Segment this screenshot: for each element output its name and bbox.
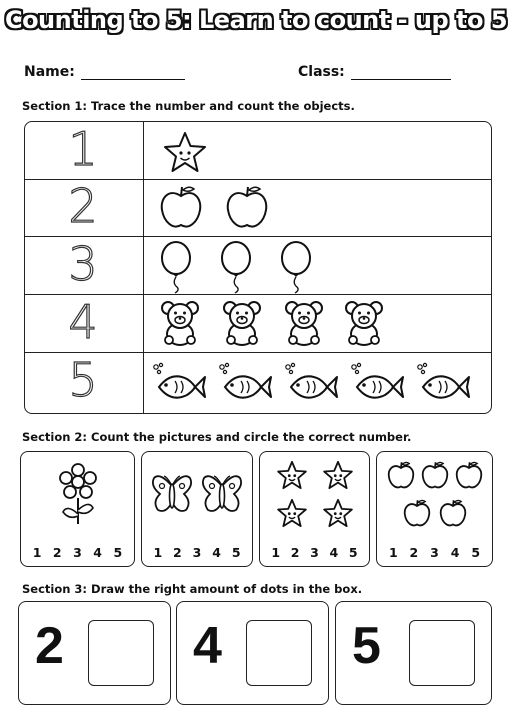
dot-drawing-box[interactable] xyxy=(88,620,154,686)
class-field[interactable] xyxy=(298,64,451,80)
count-box-apples xyxy=(376,451,493,567)
balloon-icon xyxy=(279,241,313,293)
apple-icon xyxy=(439,498,467,528)
trace-number-3[interactable]: 3 xyxy=(68,237,98,291)
balloon-icon xyxy=(159,241,193,293)
fish-icon xyxy=(415,363,471,403)
apple-icon xyxy=(403,498,431,528)
choice-5[interactable]: 5 xyxy=(471,545,481,560)
dot-drawing-box[interactable] xyxy=(409,620,475,686)
dot-drawing-box[interactable] xyxy=(246,620,312,686)
fish-icon xyxy=(217,363,273,403)
number-choices xyxy=(260,545,369,560)
count-box-butterfly xyxy=(141,451,253,567)
section1-table xyxy=(24,121,492,414)
choice-2[interactable]: 2 xyxy=(52,545,62,560)
choice-3[interactable]: 3 xyxy=(73,545,82,560)
choice-1[interactable]: 1 xyxy=(32,545,42,560)
trace-number-1[interactable]: 1 xyxy=(68,122,98,176)
number-choices xyxy=(21,545,134,560)
teddy-bear-icon xyxy=(159,300,201,346)
fish-icon xyxy=(349,363,405,403)
star-icon xyxy=(274,458,310,492)
name-label: Name: xyxy=(24,64,75,80)
teddy-bear-icon xyxy=(283,300,325,346)
dot-card-2 xyxy=(176,601,329,705)
choice-3[interactable]: 3 xyxy=(192,545,202,560)
apple-icon xyxy=(225,184,269,230)
section1-title: Section 1: Trace the number and count the objects. xyxy=(22,99,355,113)
number-choices xyxy=(142,545,252,560)
count-box-flower xyxy=(20,451,135,567)
apple-icon xyxy=(387,460,415,490)
dot-card-3 xyxy=(335,601,492,705)
choice-1[interactable]: 1 xyxy=(388,545,398,560)
trace-number-5[interactable]: 5 xyxy=(68,353,98,407)
choice-4[interactable]: 4 xyxy=(93,545,102,560)
trace-number-2[interactable]: 2 xyxy=(68,179,98,233)
choice-2[interactable]: 2 xyxy=(290,545,300,560)
fish-icon xyxy=(283,363,339,403)
name-line[interactable] xyxy=(81,65,185,80)
trace-number-4[interactable]: 4 xyxy=(68,295,98,349)
choice-1[interactable]: 1 xyxy=(153,545,163,560)
choice-4[interactable]: 4 xyxy=(212,545,221,560)
class-label: Class: xyxy=(298,64,345,80)
table-column-divider xyxy=(143,122,144,413)
choice-4[interactable]: 4 xyxy=(329,545,339,560)
teddy-bear-icon xyxy=(221,300,263,346)
star-icon xyxy=(159,131,211,173)
choice-2[interactable]: 2 xyxy=(409,545,419,560)
section2-title: Section 2: Count the pictures and circle the correct number. xyxy=(22,430,412,444)
flower-icon xyxy=(55,464,101,526)
target-number: 4 xyxy=(193,617,222,675)
choice-5[interactable]: 5 xyxy=(113,545,123,560)
choice-3[interactable]: 3 xyxy=(430,545,439,560)
balloon-icon xyxy=(219,241,253,293)
teddy-bear-icon xyxy=(343,300,385,346)
star-icon xyxy=(320,496,356,530)
choice-1[interactable]: 1 xyxy=(271,545,281,560)
butterfly-icon xyxy=(200,472,244,518)
apple-icon xyxy=(455,460,483,490)
star-icon xyxy=(274,496,310,530)
dot-card-1 xyxy=(18,601,171,705)
number-choices xyxy=(377,545,492,560)
choice-5[interactable]: 5 xyxy=(348,545,358,560)
page-title: Counting to 5: Learn to count - up to 5 xyxy=(4,6,508,34)
choice-2[interactable]: 2 xyxy=(173,545,182,560)
target-number: 2 xyxy=(35,617,64,675)
name-field[interactable] xyxy=(24,64,185,80)
section3-title: Section 3: Draw the right amount of dots in the box. xyxy=(22,582,363,596)
choice-4[interactable]: 4 xyxy=(450,545,460,560)
class-line[interactable] xyxy=(351,65,451,80)
apple-icon xyxy=(421,460,449,490)
target-number: 5 xyxy=(352,617,381,675)
fish-icon xyxy=(151,363,207,403)
apple-icon xyxy=(159,184,203,230)
butterfly-icon xyxy=(150,472,194,518)
count-box-stars xyxy=(259,451,370,567)
choice-3[interactable]: 3 xyxy=(310,545,319,560)
choice-5[interactable]: 5 xyxy=(231,545,241,560)
star-icon xyxy=(320,458,356,492)
